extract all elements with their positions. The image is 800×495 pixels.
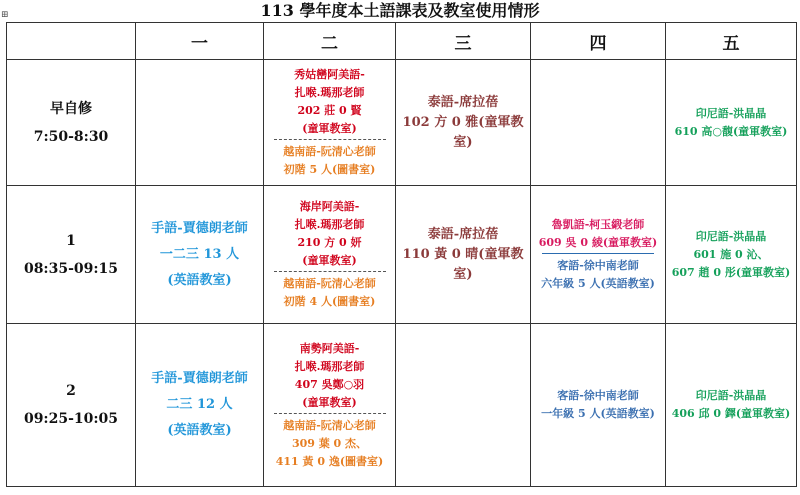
course-name: 秀姑巒阿美語- [294, 68, 365, 81]
thursday-cell [531, 60, 666, 186]
teacher-name: 扎喉.瑪那老師 [294, 218, 365, 231]
classroom: (童軍教室) [302, 122, 357, 135]
course-name: 客語-徐中南老師 [557, 389, 639, 402]
course-name: 手語-賈德朗老師 [151, 371, 248, 386]
student-info: 406 邱 0 鐸(童軍教室) [671, 407, 791, 420]
cell-divider [274, 139, 386, 140]
student-info: 二三 12 人 [166, 397, 233, 412]
student-info: 初階 5 人(圖書室) [283, 163, 376, 176]
thursday-cell [531, 324, 666, 487]
friday-cell [666, 186, 797, 324]
student-info: 110 黃 0 晴(童軍教室) [402, 246, 524, 282]
schedule-table [6, 22, 797, 487]
header-corner [7, 23, 136, 60]
period-time: 08:35-09:15 [23, 260, 119, 277]
classroom: (童軍教室) [302, 395, 357, 409]
period-name: 2 [66, 383, 76, 399]
tuesday-cell [264, 186, 396, 324]
course-name: 魯凱語-柯玉緞老師 [551, 218, 645, 231]
table-anchor-icon[interactable]: ⊞ [1, 10, 9, 20]
monday-cell [136, 60, 264, 186]
wednesday-cell [396, 60, 531, 186]
course-name: 海岸阿美語- [299, 200, 360, 213]
student-info: 407 吳鄭○羽 [294, 377, 365, 391]
header-friday: 五 [666, 23, 797, 60]
thursday-cell [531, 186, 666, 324]
teacher-name: 扎喉.瑪那老師 [294, 86, 365, 99]
period-time: 09:25-10:05 [23, 411, 119, 427]
tuesday-cell [264, 60, 396, 186]
course-name: 泰語-席拉蓓 [427, 226, 499, 242]
table-row [7, 186, 797, 324]
course-name: 南勢阿美語- [299, 341, 360, 355]
header-thursday: 四 [531, 23, 666, 60]
wednesday-cell [396, 186, 531, 324]
period-cell [7, 324, 136, 487]
monday-cell [136, 324, 264, 487]
teacher-name: 扎喉.瑪那老師 [294, 359, 365, 373]
course-name: 越南語-阮清心老師 [283, 418, 376, 432]
course-name: 泰語-席拉蓓 [427, 94, 499, 110]
course-name: 印尼語-洪晶晶 [695, 389, 767, 402]
table-row [7, 60, 797, 186]
classroom: (英語教室) [167, 423, 232, 438]
student-info: 102 方 0 雅(童軍教室) [402, 114, 524, 150]
period-name: 早自修 [50, 100, 92, 117]
classroom: (英語教室) [167, 272, 232, 288]
period-time: 7:50-8:30 [33, 128, 109, 145]
monday-cell [136, 186, 264, 324]
header-tuesday: 二 [264, 23, 396, 60]
friday-cell [666, 324, 797, 487]
course-name: 越南語-阮清心老師 [283, 145, 376, 158]
header-row [7, 23, 797, 60]
table-row [7, 324, 797, 487]
student-info: 601 施 0 沁、 [693, 247, 769, 261]
cell-divider [274, 413, 386, 414]
course-name: 印尼語-洪晶晶 [695, 229, 767, 243]
friday-cell [666, 60, 797, 186]
course-name: 印尼語-洪晶晶 [695, 106, 767, 120]
student-info: 309 葉 0 杰、 [291, 436, 368, 450]
course-name: 越南語-阮清心老師 [283, 277, 376, 290]
tuesday-cell [264, 324, 396, 487]
student-info: 610 高○馥(童軍教室) [674, 124, 788, 138]
student-info: 202 莊 0 賢 [297, 104, 362, 117]
cell-divider [274, 271, 386, 272]
page-title: 113 學年度本土語課表及教室使用情形 [260, 1, 540, 20]
period-cell [7, 60, 136, 186]
course-name: 手語-賈德朗老師 [151, 220, 248, 236]
student-info: 609 吳 0 綾(童軍教室) [538, 236, 658, 249]
student-info: 411 黃 0 逸(圖書室) [275, 454, 384, 468]
student-info: 六年級 5 人(英語教室) [541, 277, 655, 290]
student-info: 607 趙 0 彤(童軍教室) [671, 265, 791, 279]
student-info: 一年級 5 人(英語教室) [541, 407, 655, 420]
period-cell [7, 186, 136, 324]
wednesday-cell [396, 324, 531, 487]
period-name: 1 [66, 232, 76, 249]
student-info: 一二三 13 人 [159, 246, 240, 262]
classroom: (童軍教室) [302, 254, 357, 267]
student-info: 初階 4 人(圖書室) [283, 295, 376, 308]
student-info: 210 方 0 妍 [297, 236, 362, 249]
header-monday: 一 [136, 23, 264, 60]
course-name: 客語-徐中南老師 [557, 259, 639, 272]
cell-divider [542, 253, 654, 254]
header-wednesday: 三 [396, 23, 531, 60]
